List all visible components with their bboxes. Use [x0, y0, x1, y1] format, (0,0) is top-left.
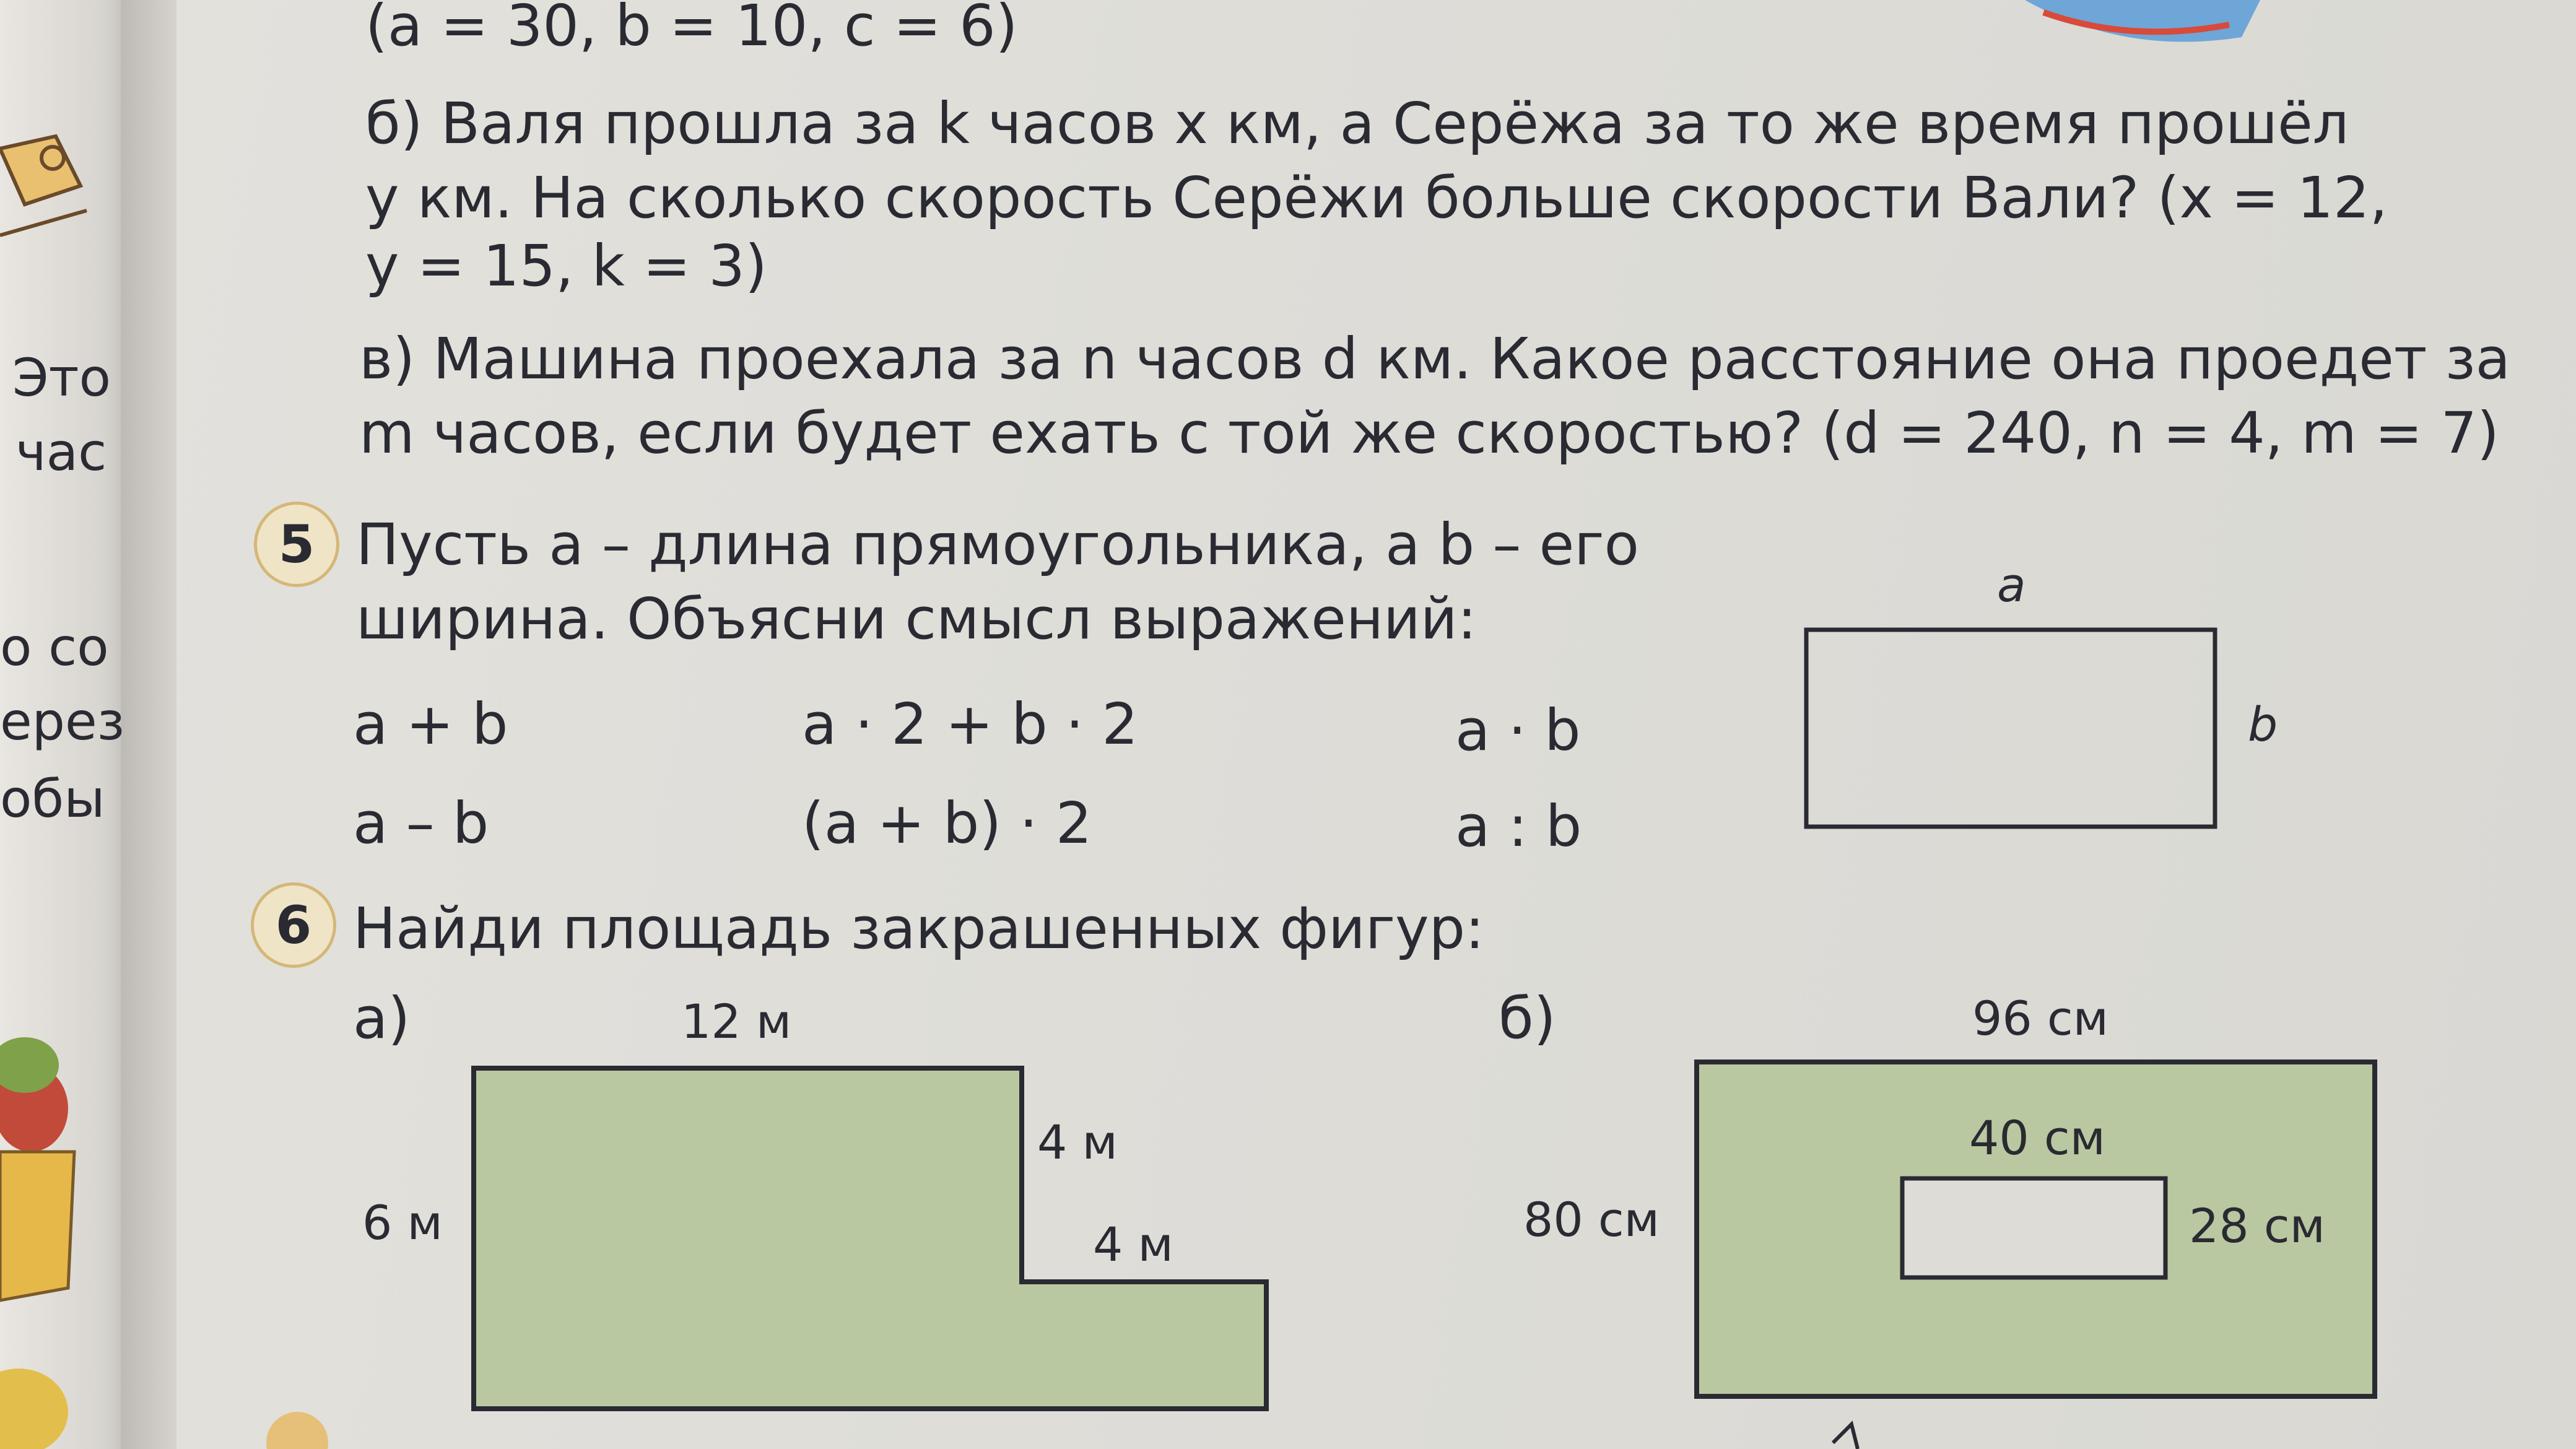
margin-word: о со — [0, 617, 109, 677]
unshaded-inner-rectangle — [1902, 1178, 2165, 1277]
expression: a + b — [353, 691, 508, 757]
rect-length-label: a — [1997, 557, 2026, 612]
part-b-label: б) — [1499, 985, 1556, 1051]
task4-v-line: m часов, если будет ехать с той же скоростью? (d = 240, n = 4, m = 7) — [359, 400, 2499, 466]
dimension-label: 40 см — [1969, 1110, 2105, 1165]
task4-b-line: y = 15, k = 3) — [365, 233, 767, 299]
expression: a : b — [1455, 793, 1582, 859]
expression: (a + b) · 2 — [802, 790, 1092, 856]
task4-b-line: y км. На сколько скорость Серёжи больше скорости Вали? (x = 12, — [365, 165, 2388, 231]
dimension-label: 6 м — [362, 1195, 443, 1250]
task5-text: ширина. Объясни смысл выражений: — [356, 586, 1477, 652]
dimension-label: 12 м — [681, 994, 792, 1049]
expression: a · b — [1455, 697, 1581, 764]
margin-word: Это — [12, 347, 111, 408]
task4-a-values: (a = 30, b = 10, c = 6) — [365, 0, 1018, 59]
task5-number-badge: 5 — [254, 502, 339, 587]
dimension-label: 80 см — [1523, 1192, 1660, 1247]
task4-b-line: б) Валя прошла за k часов x км, а Серёжа за то же время прошёл — [365, 90, 2349, 157]
task4-v-line: в) Машина проехала за n часов d км. Какое расстояние она проедет за — [359, 326, 2510, 392]
dimension-label: 4 м — [1093, 1217, 1173, 1272]
expression: a · 2 + b · 2 — [802, 691, 1138, 757]
task6-number-badge: 6 — [251, 882, 336, 968]
dimension-label: 96 см — [1972, 991, 2108, 1046]
dimension-label: 28 см — [2189, 1198, 2325, 1253]
rect-width-label: b — [2248, 697, 2278, 752]
dimension-label: 4 м — [1037, 1115, 1118, 1170]
margin-word: час — [15, 422, 107, 482]
task6-title: Найди площадь закрашенных фигур: — [353, 895, 1485, 962]
expression: a – b — [353, 790, 489, 856]
task5-text: Пусть a – длина прямоугольника, а b – его — [356, 511, 1639, 578]
part-a-label: а) — [353, 985, 411, 1051]
margin-word: обы — [0, 768, 105, 829]
margin-word: ерез — [0, 691, 125, 752]
